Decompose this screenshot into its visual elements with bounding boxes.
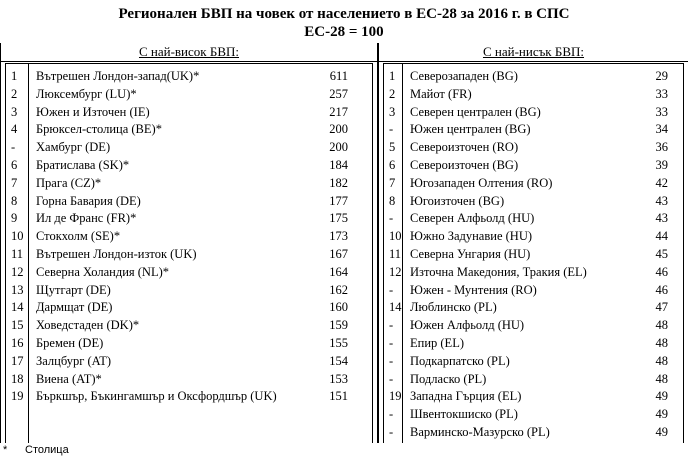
gdp-value-cell: 153 xyxy=(329,371,348,386)
table-row xyxy=(384,193,683,211)
region-name-cell: Южен - Мунтения (RO) xyxy=(410,282,537,297)
lowest-gdp-header: С най-нисък БВП: xyxy=(482,44,585,59)
region-name-cell: Ил де Франс (FR)* xyxy=(36,211,137,226)
rank-cell: 12 xyxy=(389,264,402,279)
table-row xyxy=(384,353,683,371)
gdp-value-cell: 36 xyxy=(655,140,668,155)
table-row xyxy=(384,388,683,406)
region-name-cell: Бремен (DE) xyxy=(36,336,104,350)
rank-cell: 9 xyxy=(11,211,18,226)
gdp-value-cell: 167 xyxy=(329,247,348,261)
rank-cell: 7 xyxy=(389,175,396,190)
gdp-value-cell: 177 xyxy=(329,193,348,208)
table-row xyxy=(384,121,683,139)
region-name-cell: Североизточен (BG) xyxy=(410,158,519,172)
rank-cell: 16 xyxy=(11,336,24,350)
region-name-cell: Южно Задунавие (HU) xyxy=(410,229,533,244)
region-name-cell: Източна Македония, Тракия (EL) xyxy=(410,264,587,279)
region-name-cell: Югоизточен (BG) xyxy=(410,193,505,208)
gdp-value-cell: 48 xyxy=(655,318,668,333)
region-name-cell: Вътрешен Лондон-запад(UK)* xyxy=(36,69,200,83)
rank-cell: - xyxy=(11,140,16,155)
rank-cell: 2 xyxy=(389,86,396,101)
rank-cell: 3 xyxy=(389,104,396,119)
table-row xyxy=(6,335,372,353)
rank-cell: 1 xyxy=(389,69,396,83)
table-row xyxy=(384,175,683,193)
region-name-cell: Горна Бавария (DE) xyxy=(36,193,141,208)
region-name-cell: Епир (EL) xyxy=(410,336,464,350)
footnote: * Столица xyxy=(3,444,69,456)
gdp-value-cell: 151 xyxy=(329,389,348,404)
gdp-value-cell: 48 xyxy=(655,353,668,368)
gdp-value-cell: 44 xyxy=(655,229,668,244)
rank-cell: 14 xyxy=(11,300,24,315)
gdp-value-cell: 175 xyxy=(329,211,348,226)
table-row xyxy=(384,282,683,300)
table-row xyxy=(6,86,372,104)
region-name-cell: Виена (AT)* xyxy=(36,371,102,386)
document-title: Регионален БВП на човек от населението в ЕС-28 за 2016 г. в СПС xyxy=(118,6,570,22)
rank-cell: 12 xyxy=(11,264,24,279)
table-row xyxy=(6,371,372,389)
gdp-value-cell: 49 xyxy=(655,407,668,422)
gdp-value-cell: 182 xyxy=(329,175,348,190)
highest-gdp-header: С най-висок БВП: xyxy=(138,44,239,59)
table-row xyxy=(6,282,372,300)
table-row xyxy=(384,228,683,246)
table-row xyxy=(384,157,683,175)
region-name-cell: Люблинско (PL) xyxy=(410,300,497,315)
table-row xyxy=(6,246,372,264)
gdp-value-cell: 34 xyxy=(655,122,668,137)
gdp-value-cell: 154 xyxy=(329,353,348,368)
rank-cell: - xyxy=(389,371,394,386)
gdp-value-cell: 39 xyxy=(655,158,668,172)
table-row xyxy=(6,104,372,122)
rank-cell: 19 xyxy=(11,389,24,404)
rank-cell: - xyxy=(389,122,394,137)
region-name-cell: Варминско-Мазурско (PL) xyxy=(410,425,550,439)
rank-cell: - xyxy=(389,318,394,333)
gdp-value-cell: 48 xyxy=(655,336,668,350)
gdp-value-cell: 164 xyxy=(329,264,348,279)
region-name-cell: Люксембург (LU)* xyxy=(36,86,137,101)
rank-cell: - xyxy=(389,211,394,226)
region-name-cell: Прага (CZ)* xyxy=(36,175,102,190)
rank-cell: 8 xyxy=(11,193,18,208)
gdp-value-cell: 29 xyxy=(655,69,668,83)
table-row xyxy=(384,424,683,442)
gdp-value-cell: 42 xyxy=(655,175,668,190)
rank-cell: - xyxy=(389,282,394,297)
rank-cell: 13 xyxy=(11,282,24,297)
table-row xyxy=(6,264,372,282)
region-name-cell: Дармщат (DE) xyxy=(36,300,113,315)
table-row xyxy=(384,139,683,157)
region-name-cell: Североизточен (RO) xyxy=(410,140,519,155)
gdp-value-cell: 47 xyxy=(655,300,668,315)
rank-cell: 10 xyxy=(11,229,24,244)
rank-cell: 2 xyxy=(11,86,18,101)
table-row xyxy=(6,210,372,228)
region-name-cell: Южен и Източен (IE) xyxy=(36,104,150,119)
rank-cell: 10 xyxy=(389,229,402,244)
region-name-cell: Югозападен Олтения (RO) xyxy=(410,175,553,190)
table-row xyxy=(384,246,683,264)
region-name-cell: Вътрешен Лондон-изток (UK) xyxy=(36,247,197,261)
table-row xyxy=(6,139,372,157)
gdp-value-cell: 200 xyxy=(329,140,348,155)
table-row xyxy=(384,68,683,86)
region-name-cell: Швентокшиско (PL) xyxy=(410,407,518,422)
highest-gdp-table xyxy=(5,63,373,443)
region-name-cell: Южен централен (BG) xyxy=(410,122,531,137)
table-row xyxy=(6,193,372,211)
table-row xyxy=(6,228,372,246)
gdp-value-cell: 257 xyxy=(329,86,348,101)
region-name-cell: Южен Алфьолд (HU) xyxy=(410,318,525,333)
table-row xyxy=(6,299,372,317)
table-row xyxy=(384,406,683,424)
region-name-cell: Подкарпатско (PL) xyxy=(410,353,510,368)
highest-gdp-panel xyxy=(0,43,378,443)
gdp-value-cell: 49 xyxy=(655,425,668,439)
gdp-value-cell: 611 xyxy=(329,69,348,83)
rank-cell: 15 xyxy=(11,318,24,333)
region-name-cell: Западна Гърция (EL) xyxy=(410,389,522,404)
rank-cell: - xyxy=(389,425,394,439)
region-name-cell: Залцбург (AT) xyxy=(36,353,112,368)
header-divider xyxy=(1,61,377,62)
rank-cell: 4 xyxy=(11,122,18,137)
gdp-value-cell: 184 xyxy=(329,158,348,172)
table-row xyxy=(6,353,372,371)
region-name-cell: Стокхолм (SE)* xyxy=(36,229,121,244)
region-name-cell: Братислава (SK)* xyxy=(36,158,130,172)
region-name-cell: Брюксел-столица (BE)* xyxy=(36,122,162,137)
rank-cell: 6 xyxy=(389,158,396,172)
table-row xyxy=(384,86,683,104)
gdp-value-cell: 43 xyxy=(655,193,668,208)
region-name-cell: Майот (FR) xyxy=(410,86,472,101)
rank-cell: 1 xyxy=(11,69,18,83)
rank-cell: 17 xyxy=(11,353,24,368)
gdp-value-cell: 173 xyxy=(329,229,348,244)
table-row xyxy=(6,175,372,193)
table-row xyxy=(384,335,683,353)
rank-cell: - xyxy=(389,353,394,368)
rank-cell: 11 xyxy=(389,247,402,261)
gdp-value-cell: 159 xyxy=(329,318,348,333)
rank-cell: - xyxy=(389,407,394,422)
region-name-cell: Бъркшър, Бъкингамшър и Оксфордшър (UK) xyxy=(36,389,277,404)
table-row xyxy=(6,317,372,335)
region-name-cell: Северна Холандия (NL)* xyxy=(36,264,169,279)
document-subtitle: ЕС-28 = 100 xyxy=(304,24,384,40)
gdp-value-cell: 33 xyxy=(655,86,668,101)
table-row xyxy=(384,104,683,122)
gdp-value-cell: 33 xyxy=(655,104,668,119)
gdp-value-cell: 217 xyxy=(329,104,348,119)
region-name-cell: Северозападен (BG) xyxy=(410,69,518,83)
table-row xyxy=(384,210,683,228)
table-row xyxy=(384,371,683,389)
lowest-gdp-table xyxy=(383,63,684,443)
gdp-value-cell: 160 xyxy=(329,300,348,315)
region-name-cell: Щутгарт (DE) xyxy=(36,282,111,297)
gdp-value-cell: 45 xyxy=(655,247,668,261)
rank-cell: - xyxy=(389,336,394,350)
rank-cell: 7 xyxy=(11,175,18,190)
gdp-value-cell: 49 xyxy=(655,389,668,404)
header-divider xyxy=(379,61,688,62)
region-name-cell: Северен Алфьолд (HU) xyxy=(410,211,535,226)
lowest-gdp-panel xyxy=(378,43,688,443)
gdp-value-cell: 162 xyxy=(329,282,348,297)
gdp-value-cell: 46 xyxy=(655,264,668,279)
table-row xyxy=(6,68,372,86)
region-name-cell: Ховедстаден (DK)* xyxy=(36,318,140,333)
gdp-value-cell: 43 xyxy=(655,211,668,226)
rank-cell: 3 xyxy=(11,104,18,119)
region-name-cell: Подласко (PL) xyxy=(410,371,487,386)
rank-cell: 18 xyxy=(11,371,24,386)
table-row xyxy=(384,317,683,335)
table-row xyxy=(6,121,372,139)
rank-cell: 5 xyxy=(389,140,396,155)
table-row xyxy=(6,157,372,175)
region-name-cell: Хамбург (DE) xyxy=(36,140,111,155)
gdp-value-cell: 200 xyxy=(329,122,348,137)
gdp-value-cell: 155 xyxy=(329,336,348,350)
table-row xyxy=(384,299,683,317)
rank-cell: 8 xyxy=(389,193,396,208)
table-row xyxy=(384,264,683,282)
region-name-cell: Северен централен (BG) xyxy=(410,104,541,119)
region-name-cell: Северна Унгария (HU) xyxy=(410,247,531,261)
rank-cell: 11 xyxy=(11,247,24,261)
gdp-value-cell: 46 xyxy=(655,282,668,297)
rank-cell: 6 xyxy=(11,158,18,172)
table-row xyxy=(6,388,372,406)
gdp-value-cell: 48 xyxy=(655,371,668,386)
rank-cell: 19 xyxy=(389,389,402,404)
rank-cell: 14 xyxy=(389,300,402,315)
